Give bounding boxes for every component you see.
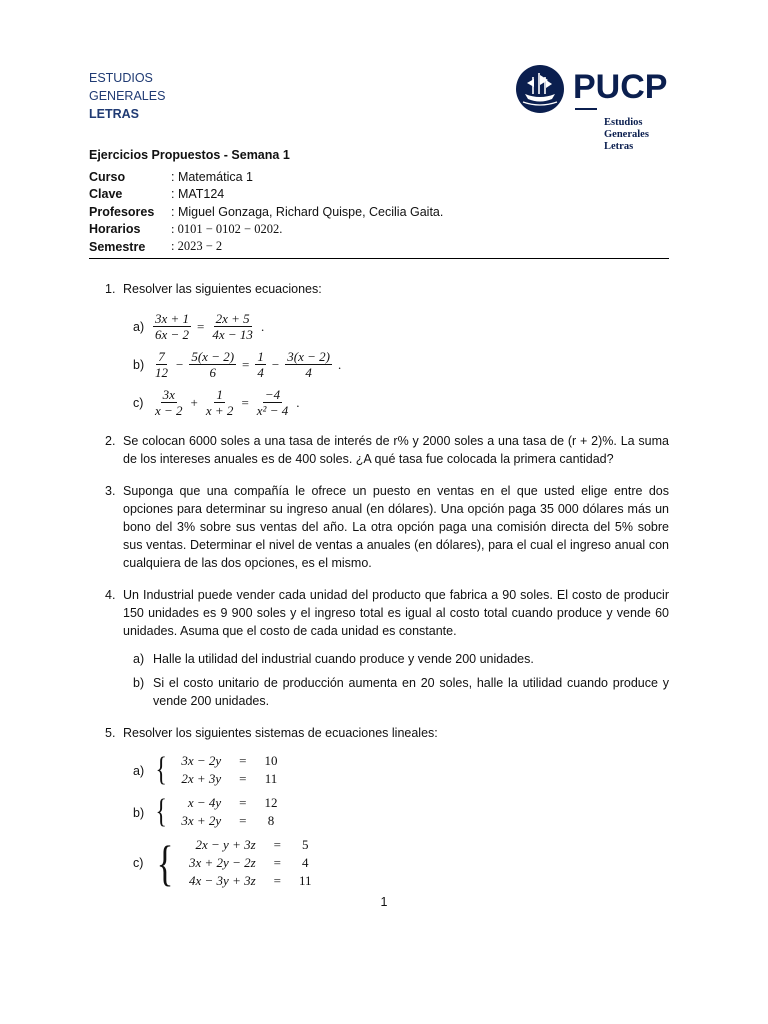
document-title: Ejercicios Propuestos - Semana 1 [89,148,290,162]
fraction: $\frac{1}{x + 2}$ [205,387,234,418]
info-value: : 2023 − 2 [171,239,223,254]
exercise-5 [89,724,669,890]
exercise-number: 3. [105,484,116,498]
item-text: Halle la utilidad del industrial cuando produce y vende 200 unidades. [153,652,534,666]
system-a [123,752,669,788]
course-header [89,148,669,256]
exercise-2 [89,432,669,468]
equation-c: c) $\frac{3x}{x - 2}$ + $\frac{1}{x + 2}$ = $\frac{-4}{\text{x² − 4}}$ . [133,387,300,418]
logo-sub-line-2: Generales Letras [604,129,649,152]
system-b [123,794,669,830]
equation-a: a) $\frac{3x + 1}{6x - 2}$ = $\frac{2x + 5}{4x - 13}$ . [133,311,265,342]
fraction: $\frac{5(x - 2)}{6}$ [191,349,235,380]
unit-name [89,69,165,123]
item-label: c) [133,856,144,870]
page-number: 1 [380,895,388,909]
info-value: : Miguel Gonzaga, Richard Quispe, Cecilia Gaita. [171,204,444,219]
unit-line-3: LETRAS [89,107,139,121]
fraction: $\frac{3x + 1}{6x - 2}$ [155,311,190,342]
exercise-text: Suponga que una compañía le ofrece un puesto en ventas en el que usted elige entre dos opciones para determinar su ingreso anual (en dólares). Una opción paga 35 000 dólares más un bono del 3% sobre sus ventas del año. La otra opción paga una comisión directa del 5% sobre sus ventas. Determinar el nivel de ventas a anuales (en dólares), para el cual el ingreso anual con cualquiera de las dos opciones, es el mismo. [123,484,669,570]
item-label: a) [133,764,145,778]
exercise-text: Resolver las siguientes ecuaciones: [123,282,322,296]
exercise-text: Un Industrial puede vender cada unidad del producto que fabrica a 90 soles. El costo de producir 150 unidades es 9 900 soles y el ingreso total es igual al costo total cuando produce y vende 60 unidades. Asuma que el costo de cada unidad es constante. [123,588,669,638]
exercise-1 [89,280,669,418]
info-key: Clave [89,187,123,202]
exercise-number: 1. [105,282,116,296]
equation-system: x − 4y = 12 3x + 2y = 8 [181,795,278,828]
course-info-table [89,168,443,256]
equation-system: 3x − 2y = 10 2x + 3y = 11 [181,753,278,786]
info-row [89,221,443,239]
item-label: b) [133,806,145,820]
exercise-number: 2. [105,434,116,448]
equation-b: b) $\frac{7}{12}$ − $\frac{5(x - 2)}{6}$ = $\frac{1}{4}$ − $\frac{3(x - 2)}{4}$ . [133,349,342,380]
fraction: $\frac{3(x - 2)}{4}$ [287,349,330,380]
unit-line-2: GENERALES [89,89,166,103]
exercise-number: 5. [105,726,116,740]
exercise-4 [89,586,669,710]
fraction: $\frac{2x + 5}{4x - 13}$ [212,311,253,342]
fraction: $\frac{-4}{\text{x² − 4}}$ [256,387,289,418]
item-label: b) [133,676,145,690]
left-brace-icon: { [155,793,167,830]
unit-line-1: ESTUDIOS [89,71,153,85]
item-label: a) [133,652,145,666]
ship-emblem-icon [515,64,565,114]
item-label: c) [133,396,144,410]
header-divider [89,258,669,259]
logo-brand: PUCP [573,68,668,106]
logo-rule [575,108,597,110]
exercise-number: 4. [105,588,116,602]
pucp-logo [515,64,675,152]
exercise-text: Resolver los siguientes sistemas de ecuaciones lineales: [123,726,438,740]
fraction: $\frac{7}{12}$ [155,349,168,380]
left-brace-icon: { [156,835,174,891]
left-brace-icon: { [155,751,167,788]
exercise-list [89,280,669,904]
info-row [89,168,443,186]
info-key: Semestre [89,239,146,254]
item-a [123,650,669,668]
fraction: $\frac{3x}{x - 2}$ [155,387,183,418]
item-b [123,674,669,710]
info-key: Curso [89,169,126,184]
info-row [89,238,443,256]
fraction: $\frac{1}{4}$ [257,349,264,380]
system-c [123,836,669,890]
info-row [89,203,443,221]
logo-sub-line-1: Estudios [604,117,643,128]
info-value: : Matemática 1 [171,169,253,184]
item-label: b) [133,358,145,372]
info-row [89,186,443,204]
item-text: Si el costo unitario de producción aumenta en 20 soles, halle la utilidad cuando produce y vende 200 unidades. [153,676,669,708]
exercise-3 [89,482,669,572]
info-value: : 0101 − 0102 − 0202. [171,221,283,236]
info-key: Horarios [89,222,141,237]
item-label: a) [133,320,145,334]
equation-system: 2x − y + 3z = 5 3x + 2y − 2z = 4 4x − 3y + 3z = 11 [189,837,312,888]
info-value: : MAT124 [171,187,225,202]
info-key: Profesores [89,204,155,219]
exercise-text: Se colocan 6000 soles a una tasa de interés de r% y 2000 soles a una tasa de (r + 2)%. La suma de los intereses anuales es de 400 soles. ¿A qué tasa fue colocada la primera cantidad? [123,434,669,466]
